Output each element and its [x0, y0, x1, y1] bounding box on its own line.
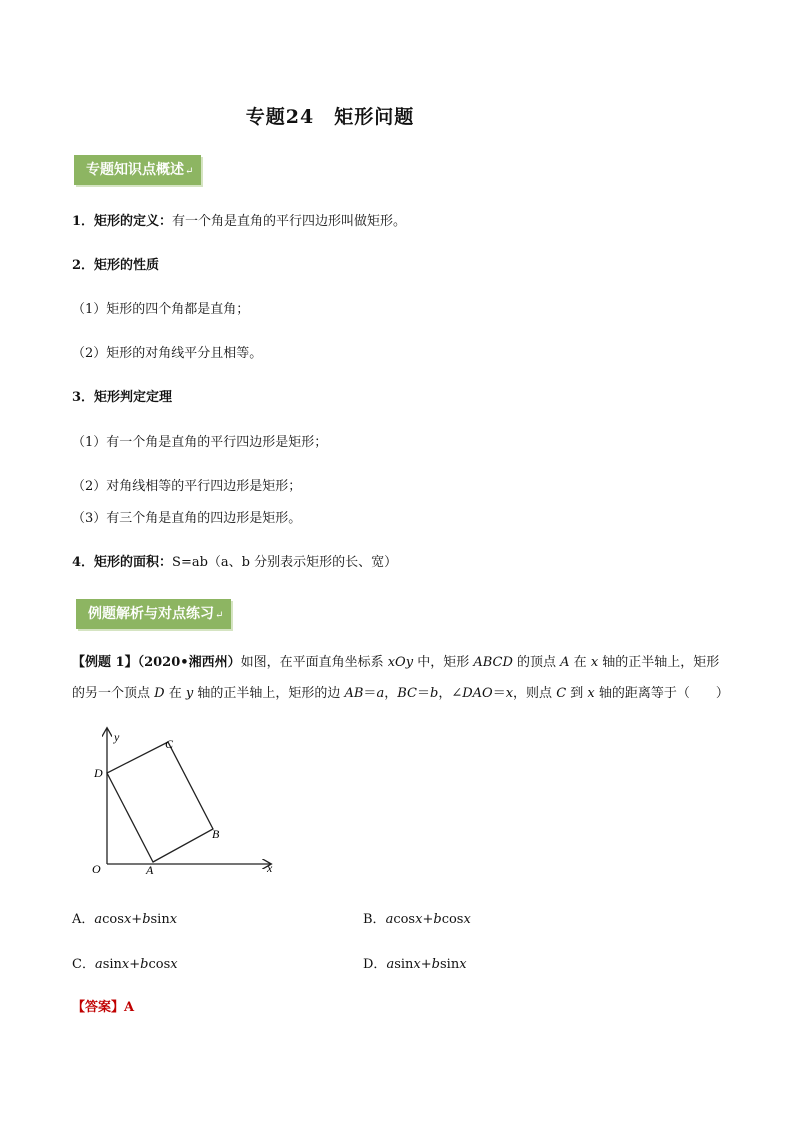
math-var: x — [121, 957, 130, 972]
option-key: B． — [363, 912, 386, 927]
area-label: 4．矩形的面积： — [72, 555, 173, 570]
example-text: ＝ — [416, 686, 430, 701]
answer-line — [72, 998, 134, 1018]
example-text: ，则点 — [513, 686, 557, 701]
theorem-item: （1）有一个角是直角的平行四边形是矩形； — [72, 435, 328, 450]
label-a: A — [146, 863, 154, 877]
theorem-heading: 3．矩形判定定理 — [72, 390, 173, 405]
rectangle-abcd — [107, 742, 213, 862]
property-item: （2）矩形的对角线平分且相等。 — [72, 346, 263, 361]
area-text: S=ab（a、b 分别表示矩形的长、宽） — [172, 555, 398, 570]
example-line-2 — [72, 684, 729, 704]
math-var: ABCD — [473, 655, 513, 670]
paragraph-mark-icon: ↵ — [215, 610, 224, 621]
example-text: ，∠ — [438, 686, 463, 701]
math-var: b — [433, 912, 442, 927]
math-var: xOy — [387, 655, 414, 670]
math-var: b — [140, 957, 149, 972]
example-text: 如图，在平面直角坐标系 — [240, 655, 388, 670]
math-op: + — [131, 912, 143, 927]
example-text: 轴的距离等于（ ） — [594, 686, 729, 701]
label-x: x — [267, 861, 273, 875]
option-b[interactable] — [363, 910, 471, 930]
label-o: O — [92, 862, 101, 876]
math-var: x — [463, 912, 471, 927]
math-var: x — [170, 957, 178, 972]
math-var: x — [587, 686, 595, 701]
option-key: A． — [72, 912, 95, 927]
section-header-examples — [76, 599, 231, 629]
math-func: sin — [150, 912, 170, 927]
math-func: cos — [102, 912, 124, 927]
math-var: y — [185, 686, 194, 701]
property-heading: 2．矩形的性质 — [72, 258, 160, 273]
example-text: ＝ — [363, 686, 377, 701]
math-var: x — [123, 912, 132, 927]
definition-line — [72, 212, 406, 232]
math-func: sin — [394, 957, 414, 972]
math-var: x — [505, 686, 514, 701]
option-a[interactable] — [72, 910, 177, 930]
theorem-item: （2）对角线相等的平行四边形是矩形； — [72, 479, 302, 494]
section-header-knowledge — [74, 155, 201, 185]
section-header-label: 专题知识点概述 — [86, 162, 184, 178]
math-func: sin — [439, 957, 460, 972]
theorem-item: （3）有三个角是直角的四边形是矩形。 — [72, 511, 302, 526]
example-text: 轴的正半轴上，矩形 — [598, 655, 720, 670]
math-func: cos — [441, 912, 464, 927]
math-var: DAO — [462, 686, 493, 701]
math-var: x — [459, 957, 467, 972]
math-var: x — [169, 912, 178, 927]
math-func: sin — [102, 957, 122, 972]
math-var: BC — [397, 686, 417, 701]
definition-text: 有一个角是直角的平行四边形叫做矩形。 — [172, 214, 407, 229]
answer-value: A — [124, 1000, 135, 1015]
example-line-1 — [72, 653, 719, 673]
example-text: ＝ — [492, 686, 506, 701]
example-text: ， — [384, 686, 398, 701]
math-var: b — [429, 686, 439, 701]
example-source: （2020•湘西州） — [137, 655, 241, 670]
option-d[interactable] — [363, 955, 467, 975]
math-var: a — [94, 957, 103, 972]
math-var: x — [413, 957, 421, 972]
answer-label: 【答案】 — [72, 1000, 125, 1015]
example-text: 的顶点 — [512, 655, 561, 670]
math-var: C — [556, 686, 567, 701]
label-c: C — [165, 737, 174, 751]
math-var: b — [431, 957, 440, 972]
math-op: + — [129, 957, 141, 972]
example-text: 到 — [566, 686, 588, 701]
math-var: x — [590, 655, 599, 670]
example-tag: 【例题 1】 — [72, 655, 138, 670]
page-title: 专题24 矩形问题 — [245, 106, 415, 128]
math-var: a — [386, 957, 395, 972]
option-c[interactable] — [72, 955, 178, 975]
property-item: （1）矩形的四个角都是直角； — [72, 302, 250, 317]
math-var: a — [94, 912, 103, 927]
example-text: 的另一个顶点 — [72, 686, 155, 701]
math-func: cos — [393, 912, 416, 927]
math-op: + — [422, 912, 434, 927]
example-text: 在 — [569, 655, 591, 670]
section-header-label: 例题解析与对点练习 — [88, 606, 214, 622]
math-var: a — [385, 912, 394, 927]
math-func: cos — [148, 957, 171, 972]
math-var: D — [154, 686, 165, 701]
example-text: 轴的正半轴上，矩形的边 — [193, 686, 345, 701]
math-op: + — [420, 957, 432, 972]
definition-label: 1．矩形的定义： — [72, 214, 173, 229]
example-text: 中，矩形 — [413, 655, 474, 670]
math-var: A — [560, 655, 570, 670]
math-var: x — [415, 912, 423, 927]
math-var: AB — [344, 686, 364, 701]
example-text: 在 — [164, 686, 186, 701]
label-d: D — [94, 766, 103, 780]
label-y: y — [114, 730, 120, 744]
label-b: B — [212, 827, 220, 841]
option-key: D． — [363, 957, 387, 972]
paragraph-mark-icon: ↵ — [185, 166, 194, 177]
option-key: C． — [72, 957, 95, 972]
math-var: b — [142, 912, 151, 927]
rectangle-figure — [80, 722, 290, 882]
area-line — [72, 553, 397, 573]
math-var: a — [376, 686, 385, 701]
